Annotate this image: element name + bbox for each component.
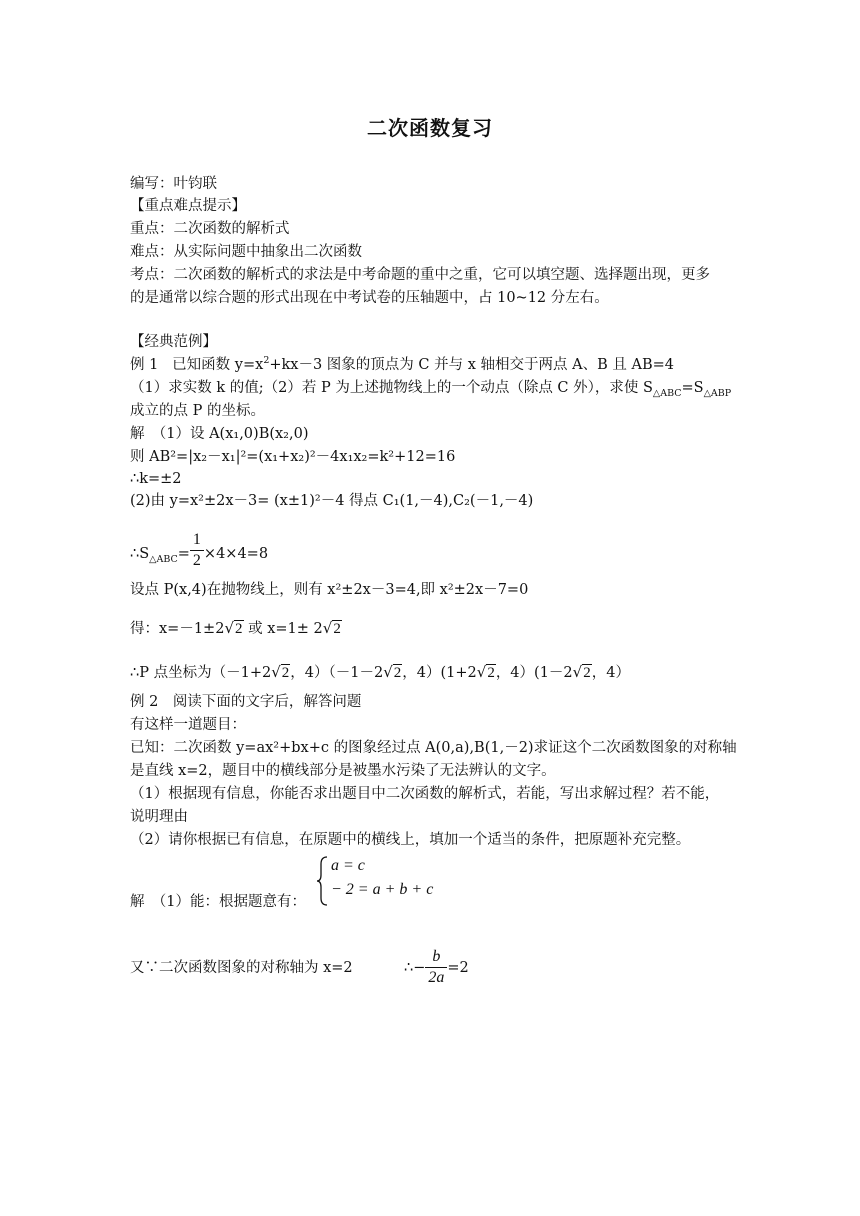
ex2-solution-2: 又∵二次函数图象的对称轴为 x=2 xyxy=(130,960,353,976)
ex1-sol5-a: ∴S xyxy=(130,546,150,562)
author-line: 编写：叶钧联 xyxy=(130,176,217,192)
example-1-label: 例 1 xyxy=(130,357,159,373)
fraction-denominator: 2a xyxy=(428,968,445,986)
ex1-sol8-a: ∴P 点坐标为（－1+2 xyxy=(130,665,272,681)
ex1-q2-a: （1）求实数 k 的值;（2）若 P 为上述抛物线上的一个动点（除点 C 外），求使 S xyxy=(130,380,653,396)
ex1-solution-1: 解 （1）设 A(x₁,0)B(x₂,0) xyxy=(130,426,309,442)
ex1-sol7-c: 2 xyxy=(313,621,323,637)
ex1-q2-b: =S xyxy=(681,380,704,396)
exam-point-line-2: 的是通常以综合题的形式出现在中考试卷的压轴题中，占 10~12 分左右。 xyxy=(130,290,609,306)
sqrt-symbol: √2 xyxy=(224,619,243,637)
exam-point-line-1: 考点：二次函数的解析式的求法是中考命题的重中之重，它可以填空题、选择题出现，更多 xyxy=(130,267,710,283)
key-point-line: 重点：二次函数的解析式 xyxy=(130,221,290,237)
ex2-line-1: 有这样一道题目： xyxy=(130,717,246,733)
difficulty-line: 难点：从实际问题中抽象出二次函数 xyxy=(130,244,362,260)
ex1-solution-8 xyxy=(130,662,630,683)
ex1-sol8-e: ，4） xyxy=(591,665,630,681)
example-1-question-3: 成立的点 P 的坐标。 xyxy=(130,403,265,419)
sqrt-radicand: 2 xyxy=(235,621,243,637)
ex1-sol8-c: ，4）(1+2 xyxy=(402,665,477,681)
ex1-sol5-c: ×4×4=8 xyxy=(203,546,269,562)
fraction-denominator: 2 xyxy=(192,551,201,569)
fraction-numerator: 1 xyxy=(190,530,204,551)
ex2-line-5: 说明理由 xyxy=(130,809,188,825)
ex1-solution-4: (2)由 y=x²±2x－3= (x±1)²－4 得点 C₁(1,－4),C₂(－1,－4) xyxy=(130,493,534,509)
sqrt-radicand: 2 xyxy=(393,665,402,681)
ex1-sol7-a: 得：x=－1±2 xyxy=(130,621,225,637)
sqrt-symbol: √2 xyxy=(476,663,495,681)
sqrt-radicand: 2 xyxy=(487,665,495,681)
sqrt-symbol: √2 xyxy=(572,663,591,681)
ex2-line-6: （2）请你根据已有信息，在原题中的横线上，填加一个适当的条件，把原题补充完整。 xyxy=(130,832,691,848)
ex1-text-a: 已知函数 y=x xyxy=(172,357,264,373)
ex1-solution-3: ∴k=±2 xyxy=(130,471,182,487)
sqrt-radicand: 2 xyxy=(583,665,591,681)
page-title: 二次函数复习 xyxy=(367,116,493,140)
ex1-sol8-b: ，4）（－1－2 xyxy=(290,665,384,681)
sqrt-symbol: √2 xyxy=(322,619,341,637)
ex1-solution-2: 则 AB²=|x₂－x₁|²=(x₁+x₂)²－4x₁x₂=k²+12=16 xyxy=(130,449,456,465)
section-heading-examples: 【经典范例】 xyxy=(130,334,217,350)
sqrt-radicand: 2 xyxy=(281,665,290,681)
sqrt-symbol: √2 xyxy=(383,663,402,681)
ex2-solution-1: 解 （1）能：根据题意有： xyxy=(130,894,306,910)
section-heading-key: 【重点难点提示】 xyxy=(130,198,246,214)
ex2-line-4: （1）根据现有信息，你能否求出题目中二次函数的解析式，若能，写出求解过程？若不能， xyxy=(130,786,720,802)
ex1-sol5-sub: △ABC xyxy=(149,553,178,565)
example-1-question: 例 1 已知函数 $y=x^2+kx-3$ 图象的顶点为 C 并与 x 轴相交于两点 A、B 且 AB=4 xyxy=(130,355,674,373)
fraction-one-half xyxy=(190,530,204,571)
ex1-q2-sub1: △ABC xyxy=(652,387,682,399)
ex1-sol7-b: 或 x=1± xyxy=(248,621,309,637)
ex1-q2-sub2: △ABP xyxy=(703,387,732,399)
ex2-sol3-a: ∴− xyxy=(404,960,426,976)
ex2-sol3-b: =2 xyxy=(447,960,469,976)
ex2-solution-3 xyxy=(404,928,469,988)
ex1-sol5-b: = xyxy=(177,546,190,562)
fraction-numerator: b xyxy=(425,947,447,968)
ex1-text-b: +kx－3 图象的顶点为 C 并与 x 轴相交于两点 A、B 且 AB=4 xyxy=(269,357,674,373)
system-equation-2: − 2 = a + b + c xyxy=(331,881,434,898)
system-equation-1: a = c xyxy=(331,857,365,874)
ex2-line-3: 是直线 x=2，题目中的横线部分是被墨水污染了无法辨认的文字。 xyxy=(130,763,556,779)
ex1-sol8-d: ，4）(1－2 xyxy=(495,665,573,681)
example-1-question-2 xyxy=(130,378,731,398)
example-2-heading: 例 2 阅读下面的文字后，解答问题 xyxy=(130,694,362,710)
sqrt-symbol: √2 xyxy=(271,663,290,681)
fraction-b-over-2a xyxy=(425,947,447,988)
ex2-line-2: 已知：二次函数 y=ax²+bx+c 的图象经过点 A(0,a),B(1,－2)求证这个二次函数图象的对称轴 xyxy=(130,740,737,756)
ex1-solution-5 xyxy=(130,520,268,571)
sqrt-radicand: 2 xyxy=(333,621,341,637)
ex1-solution-7 xyxy=(130,618,342,639)
ex1-solution-6: 设点 P(x,4)在抛物线上，则有 x²±2x－3=4,即 x²±2x－7=0 xyxy=(130,582,529,598)
left-brace-icon xyxy=(316,855,330,907)
